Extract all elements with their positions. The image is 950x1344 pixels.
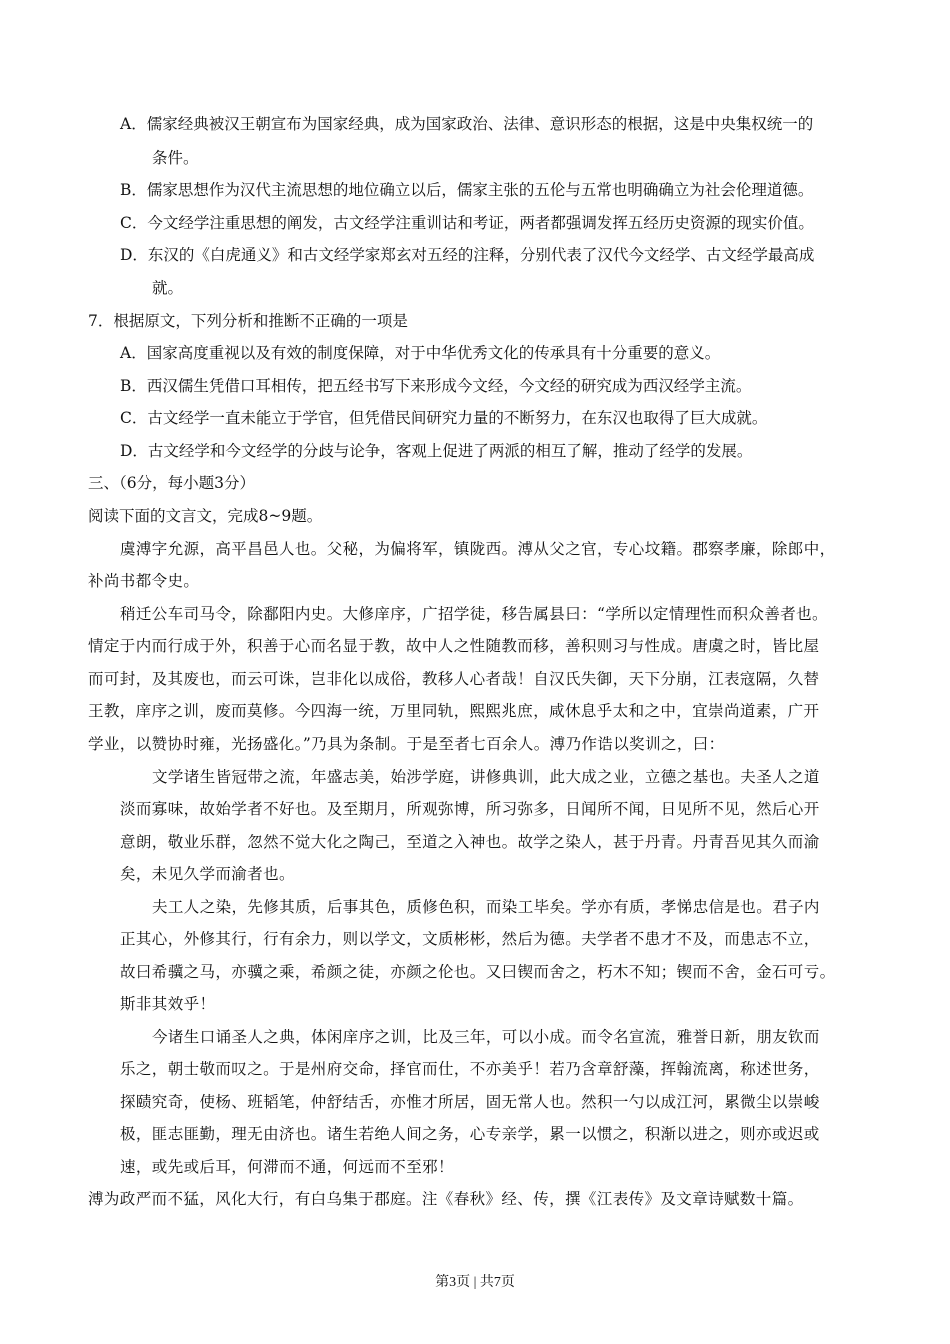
quote-paragraph-2-line-3: 故曰希骥之马，亦骥之乘，希颜之徒，亦颜之伦也。又曰锲而舍之，朽木不知；锲而不舍，金石可亏。 [120, 963, 836, 981]
page-footer: 第3页 | 共7页 [435, 1275, 515, 1290]
quote-paragraph-2: 夫工人之染，先修其质，后事其色，质修色积，而染工毕矣。学亦有质，孝悌忠信是也。君子内 [152, 898, 820, 916]
option-a-q6: A．儒家经典被汉王朝宣布为国家经典，成为国家政治、法律、意识形态的根据，这是中央集权统一的 [120, 115, 814, 133]
section-heading: 三、（6分，每小题3分） [88, 474, 255, 492]
question-7: 7．根据原文，下列分析和推断不正确的一项是 [88, 312, 408, 330]
quote-paragraph-3-line-5: 速，或先或后耳，何滞而不通，何远而不至邪！ [120, 1158, 454, 1176]
passage-paragraph-2-line-5: 学业，以赞协时雍，光扬盛化。”乃具为条制。于是至者七百余人。溥乃作诰以奖训之，曰： [88, 735, 725, 753]
passage-paragraph-2-line-4: 王教，庠序之训，废而莫修。今四海一统，万里同轨，熙熙兆庶，咸休息乎太和之中，宜崇尚道素，广开 [88, 702, 820, 720]
section-instruction: 阅读下面的文言文，完成8~9题。 [88, 507, 323, 525]
option-d-q7: D．古文经学和今文经学的分歧与论争，客观上促进了两派的相互了解，推动了经学的发展。 [120, 442, 753, 460]
option-c-q7: C．古文经学一直未能立于学官，但凭借民间研究力量的不断努力，在东汉也取得了巨大成就。 [120, 409, 768, 427]
quote-paragraph-3-line-2: 乐之，朝士敬而叹之。于是州府交命，择官而仕，不亦美乎！若乃含章舒藻，挥翰流离，称述世务， [120, 1060, 820, 1078]
quote-paragraph-3-line-4: 极，匪志匪勤，理无由济也。诸生若绝人间之务，心专亲学，累一以惯之，积渐以进之，则亦或迟或 [120, 1125, 820, 1143]
quote-paragraph-3-line-3: 探赜究奇，使杨、班韬笔，仲舒结舌，亦惟才所居，固无常人也。然积一勺以成江河，累微尘以崇峻 [120, 1093, 820, 1111]
quote-paragraph-2-line-4: 斯非其效乎！ [120, 995, 216, 1013]
passage-paragraph-2-line-3: 而可封，及其废也，而云可诛，岂非化以成俗，教移人心者哉！自汉氏失御，天下分崩，江表寇隔，久替 [88, 670, 820, 688]
option-a-q7: A．国家高度重视以及有效的制度保障，对于中华优秀文化的传承具有十分重要的意义。 [120, 344, 721, 362]
passage-paragraph-2: 稍迁公车司马令，除鄱阳内史。大修庠序，广招学徒，移告属县曰：“学所以定情理性而积众善者也。 [120, 605, 828, 623]
quote-paragraph-3: 今诸生口诵圣人之典，体闲庠序之训，比及三年，可以小成。而令名宣流，雅誉日新，朋友钦而 [152, 1028, 820, 1046]
passage-paragraph-2-line-2: 情定于内而行成于外，积善于心而名显于教，故中人之性随教而移，善积则习与性成。唐虞之时，皆比屋 [88, 637, 820, 655]
passage-paragraph-1-line-2: 补尚书都令史。 [88, 572, 200, 590]
quote-paragraph-1: 文学诸生皆冠带之流，年盛志美，始涉学庭，讲修典训，此大成之业，立德之基也。夫圣人之道 [152, 768, 820, 786]
quote-paragraph-1-line-3: 意朗，敬业乐群，忽然不觉大化之陶己，至道之入神也。故学之染人，甚于丹青。丹青吾见其久而渝 [120, 833, 820, 851]
quote-paragraph-2-line-2: 正其心，外修其行，行有余力，则以学文，文质彬彬，然后为德。夫学者不患才不及，而患志不立， [120, 930, 820, 948]
option-c-q6: C．今文经学注重思想的阐发，古文经学注重训诂和考证，两者都强调发挥五经历史资源的现实价值。 [120, 214, 814, 232]
passage-paragraph-1: 虞溥字允源，高平昌邑人也。父秘，为偏将军，镇陇西。溥从父之官，专心坟籍。郡察孝廉，除郎中， [120, 540, 836, 558]
quote-paragraph-1-line-2: 淡而寡味，故始学者不好也。及至期月，所观弥博，所习弥多，日闻所不闻，日见所不见，然后心开 [120, 800, 820, 818]
option-b-q7: B．西汉儒生凭借口耳相传，把五经书写下来形成今文经，今文经的研究成为西汉经学主流。 [120, 377, 752, 395]
option-a-q6-continued: 条件。 [152, 149, 199, 167]
option-b-q6: B．儒家思想作为汉代主流思想的地位确立以后，儒家主张的五伦与五常也明确确立为社会伦理道德。 [120, 181, 814, 199]
passage-closing-paragraph: 溥为政严而不猛，风化大行，有白乌集于郡庭。注《春秋》经、传，撰《江表传》及文章诗赋数十篇。 [88, 1190, 804, 1208]
option-d-q6: D．东汉的《白虎通义》和古文经学家郑玄对五经的注释，分别代表了汉代今文经学、古文经学最高成 [120, 246, 815, 264]
option-d-q6-continued: 就。 [152, 279, 184, 297]
quote-paragraph-1-line-4: 矣，未见久学而渝者也。 [120, 865, 295, 883]
